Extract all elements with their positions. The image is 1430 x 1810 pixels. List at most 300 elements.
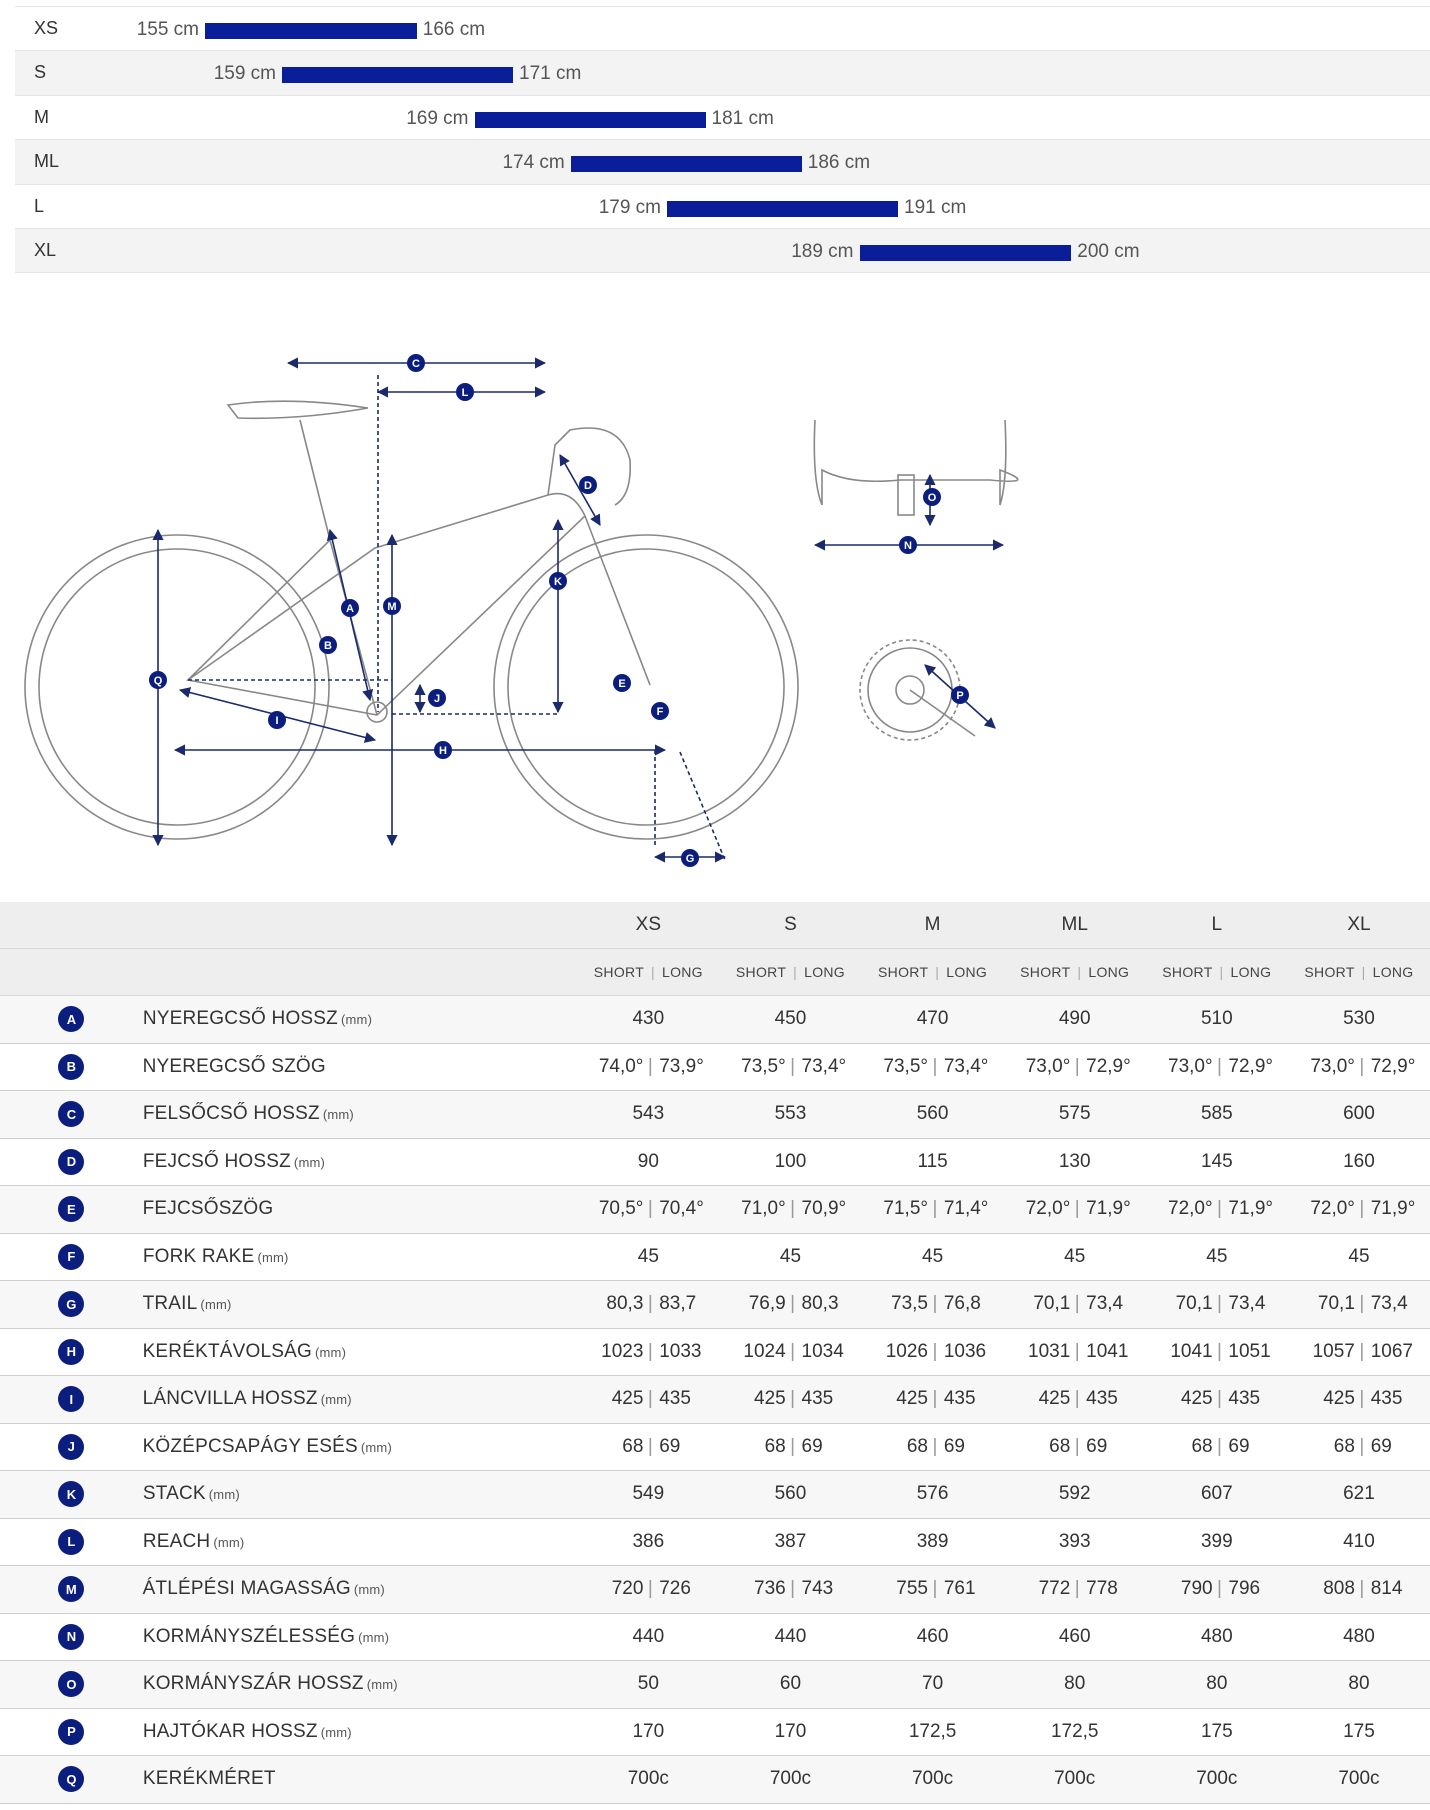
- value-pair-cell: [719, 1436, 861, 1458]
- value-pair-cell: [1003, 1198, 1145, 1220]
- size-row-xs: [15, 6, 1430, 51]
- svg-text:K: K: [554, 576, 562, 588]
- short-value: 73,0°: [1025, 1055, 1071, 1077]
- value-cell: 585: [1200, 1103, 1233, 1125]
- diagram-badge-n: [899, 536, 917, 554]
- diagram-badge-b: [319, 636, 337, 654]
- short-value: 72,0°: [1310, 1198, 1355, 1220]
- value-cell: 50: [637, 1673, 659, 1695]
- value-cell: 172,5: [908, 1720, 957, 1742]
- long-value: 72,9°: [1228, 1055, 1273, 1077]
- short-value: 1057: [1312, 1340, 1355, 1362]
- svg-text:I: I: [275, 715, 279, 727]
- table-row: [0, 1709, 1430, 1757]
- short-value: 1023: [601, 1340, 644, 1362]
- size-label: L: [34, 195, 45, 216]
- svg-text:F: F: [656, 706, 664, 718]
- measurement-name: FELSŐCSŐ HOSSZ: [142, 1103, 320, 1125]
- long-value: 71,4°: [943, 1198, 989, 1220]
- value-pair-cell: [861, 1198, 1003, 1220]
- measurement-unit: (mm): [208, 1487, 240, 1503]
- long-value: 435: [1228, 1388, 1261, 1410]
- diagram-badge-q: [149, 671, 167, 689]
- size-label: XL: [34, 239, 57, 260]
- value-pair-cell: [719, 1198, 861, 1220]
- measurement-unit: (mm): [213, 1534, 245, 1550]
- value-cell: 576: [916, 1483, 949, 1505]
- value-pair-cell: [719, 1056, 861, 1078]
- value-cell: 700c: [769, 1768, 812, 1790]
- size-max-height: 191 cm: [904, 196, 967, 218]
- long-value: 796: [1228, 1578, 1261, 1600]
- diagram-badge-m: [383, 597, 401, 615]
- measurement-name: NYEREGCSŐ HOSSZ: [142, 1008, 338, 1030]
- measurement-letter-badge: M: [58, 1576, 84, 1602]
- measurement-name: ÁTLÉPÉSI MAGASSÁG: [142, 1578, 351, 1600]
- size-max-height: 200 cm: [1077, 240, 1140, 262]
- separator: |: [1359, 1293, 1365, 1315]
- separator: |: [1074, 1293, 1080, 1315]
- separator: |: [1359, 1055, 1365, 1077]
- value-pair-cell: [576, 1578, 718, 1600]
- long-value: 70,9°: [801, 1198, 847, 1220]
- long-value: 1051: [1228, 1340, 1271, 1362]
- separator: |: [647, 1388, 653, 1410]
- short-value: 80,3: [606, 1293, 644, 1315]
- long-value: 73,4: [1086, 1293, 1124, 1315]
- short-long-header: [1004, 949, 1146, 995]
- long-value: 435: [801, 1388, 834, 1410]
- long-label: LONG: [946, 964, 988, 980]
- long-value: 1036: [943, 1340, 987, 1362]
- handlebar-front-view: [814, 420, 1017, 515]
- value-pair-cell: [1145, 1436, 1287, 1458]
- measurement-name: KERÉKMÉRET: [142, 1768, 276, 1790]
- size-range-bar: [205, 23, 417, 39]
- value-cell: 560: [774, 1483, 807, 1505]
- size-min-height: 169 cm: [406, 107, 469, 129]
- value-pair-cell: [861, 1293, 1003, 1315]
- size-min-height: 179 cm: [598, 196, 661, 218]
- value-cell: 175: [1343, 1720, 1375, 1742]
- size-min-height: 174 cm: [502, 152, 565, 174]
- long-value: 80,3: [801, 1293, 839, 1315]
- value-cell: 700c: [1338, 1768, 1380, 1790]
- short-value: 73,5°: [741, 1055, 786, 1077]
- value-pair-cell: [1003, 1578, 1145, 1600]
- separator: |: [932, 1340, 938, 1362]
- measurement-letter-badge: C: [58, 1101, 84, 1127]
- value-pair-cell: [1003, 1293, 1145, 1315]
- long-value: 72,9°: [1086, 1055, 1131, 1077]
- size-label: ML: [34, 151, 60, 172]
- table-row: [0, 1139, 1430, 1187]
- separator: |: [1074, 1435, 1080, 1457]
- separator: |: [1217, 1198, 1222, 1220]
- short-value: 71,0°: [741, 1198, 786, 1220]
- separator: |: [790, 1198, 796, 1220]
- size-row-xl: [15, 229, 1430, 273]
- value-pair-cell: [1003, 1436, 1145, 1458]
- value-pair-cell: [1288, 1056, 1430, 1078]
- size-column-header: S: [784, 914, 797, 935]
- short-value: 68: [1191, 1435, 1213, 1457]
- value-pair-cell: [576, 1436, 718, 1458]
- separator: |: [932, 1293, 938, 1315]
- value-cell: 115: [917, 1150, 948, 1172]
- measurement-letter-badge: E: [58, 1196, 84, 1222]
- size-range-bar: [860, 245, 1072, 261]
- value-cell: 160: [1343, 1150, 1375, 1172]
- value-pair-cell: [1288, 1293, 1430, 1315]
- measurement-letter-badge: I: [58, 1386, 84, 1412]
- long-value: 69: [801, 1435, 823, 1457]
- table-row: [0, 1614, 1430, 1662]
- value-cell: 510: [1200, 1008, 1233, 1030]
- value-pair-cell: [719, 1293, 861, 1315]
- long-value: 73,4°: [943, 1055, 989, 1077]
- size-min-height: 155 cm: [136, 19, 199, 40]
- value-cell: 592: [1058, 1483, 1091, 1505]
- size-range-bar: [571, 156, 802, 172]
- long-value: 71,9°: [1228, 1198, 1273, 1220]
- value-cell: 430: [632, 1008, 665, 1030]
- bike-outline: [25, 401, 798, 839]
- long-value: 743: [801, 1578, 834, 1600]
- diagram-badge-c: [407, 354, 425, 372]
- long-value: 69: [1228, 1435, 1250, 1457]
- table-row: [0, 1471, 1430, 1519]
- measurement-letter-badge: F: [58, 1244, 84, 1270]
- value-pair-cell: [861, 1436, 1003, 1458]
- size-column-header: L: [1211, 914, 1223, 935]
- separator: |: [793, 964, 798, 980]
- value-cell: 607: [1200, 1483, 1233, 1505]
- diagram-badge-h: [434, 741, 452, 759]
- value-cell: 170: [632, 1720, 665, 1742]
- separator: |: [1217, 1055, 1222, 1077]
- svg-text:J: J: [433, 693, 441, 705]
- measurement-letter-badge: K: [58, 1481, 84, 1507]
- measurement-letter-badge: Q: [58, 1766, 84, 1792]
- value-cell: 80: [1348, 1673, 1370, 1695]
- long-value: 1067: [1370, 1340, 1413, 1362]
- long-value: 435: [943, 1388, 976, 1410]
- size-column-header: M: [924, 914, 941, 935]
- value-cell: 45: [637, 1245, 659, 1267]
- diagram-badge-g: [681, 849, 699, 867]
- separator: |: [1074, 1198, 1080, 1220]
- value-cell: 386: [632, 1530, 665, 1552]
- long-label: LONG: [1088, 964, 1130, 980]
- value-cell: 470: [916, 1008, 949, 1030]
- size-header-row: [0, 902, 1430, 949]
- value-cell: 393: [1058, 1530, 1091, 1552]
- svg-text:P: P: [956, 690, 964, 702]
- measurement-name: HAJTÓKAR HOSSZ: [142, 1720, 318, 1742]
- diagram-badge-o: [923, 488, 941, 506]
- separator: |: [932, 1055, 938, 1077]
- value-cell: 45: [1206, 1245, 1228, 1267]
- measurement-letter-badge: G: [58, 1291, 84, 1317]
- value-pair-cell: [1145, 1388, 1287, 1410]
- value-cell: 480: [1200, 1625, 1233, 1647]
- measurement-name: KERÉKTÁVOLSÁG: [142, 1340, 312, 1362]
- size-max-height: 186 cm: [807, 152, 871, 174]
- short-value: 790: [1180, 1578, 1213, 1600]
- svg-text:A: A: [346, 603, 354, 615]
- value-cell: 399: [1200, 1530, 1233, 1552]
- separator: |: [1074, 1578, 1080, 1600]
- size-row-l: [15, 185, 1430, 229]
- short-value: 68: [1049, 1435, 1071, 1457]
- measurement-name: KÖZÉPCSAPÁGY ESÉS: [142, 1435, 358, 1457]
- separator: |: [1361, 964, 1366, 980]
- separator: |: [790, 1340, 796, 1362]
- value-cell: 575: [1058, 1103, 1091, 1125]
- short-long-header: [862, 949, 1004, 995]
- short-value: 808: [1323, 1578, 1355, 1600]
- value-pair-cell: [1145, 1293, 1287, 1315]
- value-pair-cell: [861, 1388, 1003, 1410]
- diagram-badge-a: [341, 599, 359, 617]
- table-body: [0, 996, 1430, 1804]
- separator: |: [790, 1435, 796, 1457]
- separator: |: [790, 1055, 796, 1077]
- size-max-height: 181 cm: [711, 107, 774, 129]
- long-value: 73,4: [1228, 1293, 1266, 1315]
- value-pair-cell: [1288, 1388, 1430, 1410]
- measurement-unit: (mm): [257, 1249, 289, 1265]
- short-label: SHORT: [735, 964, 787, 980]
- measurement-letter-badge: L: [58, 1529, 84, 1555]
- separator: |: [932, 1388, 938, 1410]
- short-value: 72,0°: [1168, 1198, 1213, 1220]
- value-cell: 60: [779, 1673, 802, 1695]
- separator: |: [1217, 1388, 1222, 1410]
- table-row: [0, 1661, 1430, 1709]
- measurement-unit: (mm): [200, 1297, 232, 1313]
- measurement-name: LÁNCVILLA HOSSZ: [142, 1388, 318, 1410]
- short-value: 72,0°: [1025, 1198, 1071, 1220]
- size-max-height: 171 cm: [519, 63, 582, 85]
- short-value: 70,1: [1175, 1293, 1213, 1315]
- separator: |: [1217, 1578, 1222, 1600]
- svg-text:N: N: [904, 540, 912, 552]
- value-cell: 530: [1343, 1008, 1375, 1030]
- value-pair-cell: [719, 1578, 861, 1600]
- short-label: SHORT: [593, 964, 645, 980]
- value-cell: 90: [637, 1150, 659, 1172]
- short-value: 71,5°: [883, 1198, 928, 1220]
- separator: |: [647, 1435, 653, 1457]
- measurement-name: FORK RAKE: [142, 1245, 255, 1267]
- size-label: S: [34, 62, 47, 83]
- svg-text:Q: Q: [153, 675, 163, 687]
- value-pair-cell: [1003, 1056, 1145, 1078]
- measurement-name: KORMÁNYSZÁR HOSSZ: [142, 1673, 364, 1695]
- value-pair-cell: [719, 1341, 861, 1363]
- value-cell: 410: [1343, 1530, 1375, 1552]
- long-value: 435: [659, 1388, 691, 1410]
- measurement-name: STACK: [142, 1483, 206, 1505]
- svg-text:E: E: [618, 678, 626, 690]
- measurement-name: TRAIL: [142, 1293, 198, 1315]
- short-value: 1041: [1170, 1340, 1213, 1362]
- size-row-s: [15, 51, 1430, 95]
- long-value: 72,9°: [1370, 1055, 1416, 1077]
- separator: |: [1217, 1293, 1222, 1315]
- long-label: LONG: [661, 964, 703, 980]
- measurement-name: FEJCSŐSZÖG: [142, 1198, 274, 1220]
- short-label: SHORT: [878, 964, 929, 980]
- short-value: 1024: [743, 1340, 786, 1362]
- measurement-unit: (mm): [320, 1724, 352, 1740]
- value-cell: 45: [1348, 1245, 1370, 1267]
- size-range-bar: [282, 67, 513, 83]
- measurement-letter-badge: O: [58, 1671, 84, 1697]
- measurement-name: REACH: [142, 1530, 211, 1552]
- separator: |: [1219, 964, 1224, 980]
- long-value: 73,4: [1370, 1293, 1408, 1315]
- size-range-bar: [475, 112, 706, 128]
- short-long-header-row: [0, 949, 1430, 996]
- size-label: M: [34, 106, 49, 127]
- value-cell: 700c: [911, 1768, 954, 1790]
- diagram-badge-i: [268, 711, 286, 729]
- value-cell: 145: [1200, 1150, 1233, 1172]
- long-value: 726: [659, 1578, 691, 1600]
- separator: |: [1074, 1388, 1080, 1410]
- long-value: 69: [1086, 1435, 1108, 1457]
- value-cell: 80: [1064, 1673, 1086, 1695]
- short-value: 736: [754, 1578, 786, 1600]
- short-value: 425: [1038, 1388, 1071, 1410]
- diagram-badge-l: [456, 383, 474, 401]
- long-value: 1034: [801, 1340, 844, 1362]
- long-value: 73,9°: [659, 1055, 704, 1077]
- short-value: 720: [611, 1578, 644, 1600]
- long-label: LONG: [804, 964, 845, 980]
- separator: |: [1359, 1340, 1365, 1362]
- measurement-name: FEJCSŐ HOSSZ: [142, 1150, 291, 1172]
- size-column-header: ML: [1061, 914, 1088, 935]
- table-row: [0, 1566, 1430, 1614]
- short-value: 73,5°: [883, 1055, 928, 1077]
- measurement-letter-badge: A: [58, 1006, 84, 1032]
- short-value: 425: [1180, 1388, 1213, 1410]
- size-max-height: 166 cm: [422, 19, 486, 40]
- value-cell: 440: [774, 1625, 807, 1647]
- value-pair-cell: [576, 1198, 718, 1220]
- value-cell: 45: [1064, 1245, 1086, 1267]
- value-cell: 543: [632, 1103, 665, 1125]
- short-value: 73,0°: [1310, 1055, 1355, 1077]
- short-label: SHORT: [1162, 964, 1213, 980]
- short-value: 73,5: [891, 1293, 928, 1315]
- separator: |: [1359, 1388, 1365, 1410]
- table-row: [0, 1234, 1430, 1282]
- table-row: [0, 1329, 1430, 1377]
- size-min-height: 159 cm: [213, 63, 276, 85]
- short-value: 70,1: [1033, 1293, 1071, 1315]
- value-cell: 460: [1058, 1625, 1091, 1647]
- short-value: 425: [611, 1388, 644, 1410]
- size-row-ml: [15, 140, 1430, 184]
- table-row: [0, 996, 1430, 1044]
- value-cell: 553: [774, 1103, 807, 1125]
- value-cell: 100: [774, 1150, 807, 1172]
- long-value: 71,9°: [1086, 1198, 1131, 1220]
- value-pair-cell: [1288, 1341, 1430, 1363]
- svg-text:D: D: [584, 480, 592, 492]
- measurement-letter-badge: P: [58, 1719, 84, 1745]
- separator: |: [1217, 1435, 1222, 1457]
- short-value: 73,0°: [1168, 1055, 1213, 1077]
- short-value: 68: [764, 1435, 786, 1457]
- short-value: 425: [896, 1388, 928, 1410]
- value-pair-cell: [576, 1341, 718, 1363]
- short-value: 70,1: [1317, 1293, 1355, 1315]
- value-cell: 621: [1343, 1483, 1375, 1505]
- value-pair-cell: [1003, 1341, 1145, 1363]
- value-cell: 389: [916, 1530, 949, 1552]
- value-cell: 175: [1200, 1720, 1233, 1742]
- separator: |: [647, 1578, 653, 1600]
- size-range-bar: [667, 201, 898, 217]
- separator: |: [932, 1435, 938, 1457]
- value-cell: 600: [1343, 1103, 1375, 1125]
- separator: |: [1359, 1198, 1365, 1220]
- separator: |: [790, 1293, 796, 1315]
- measurement-letter-badge: B: [58, 1054, 84, 1080]
- separator: |: [1359, 1578, 1365, 1600]
- long-value: 73,4°: [801, 1055, 847, 1077]
- svg-text:O: O: [927, 492, 937, 504]
- table-row: [0, 1281, 1430, 1329]
- svg-text:M: M: [387, 601, 397, 613]
- separator: |: [647, 1340, 653, 1362]
- value-pair-cell: [576, 1388, 718, 1410]
- value-cell: 45: [779, 1245, 802, 1267]
- diagram-badge-f: [651, 702, 669, 720]
- short-value: 772: [1038, 1578, 1071, 1600]
- table-row: [0, 1186, 1430, 1234]
- long-value: 69: [1370, 1435, 1392, 1457]
- value-cell: 460: [916, 1625, 949, 1647]
- long-value: 1033: [659, 1340, 702, 1362]
- long-value: 1041: [1086, 1340, 1129, 1362]
- long-value: 83,7: [659, 1293, 697, 1315]
- short-value: 68: [906, 1435, 928, 1457]
- separator: |: [647, 1293, 653, 1315]
- long-value: 69: [943, 1435, 965, 1457]
- short-long-header: [1288, 949, 1430, 995]
- measurement-unit: (mm): [366, 1677, 398, 1693]
- short-long-header: [577, 949, 719, 995]
- size-column-header: XL: [1347, 914, 1371, 935]
- bike-geometry-diagram: [0, 330, 1430, 890]
- long-value: 71,9°: [1370, 1198, 1416, 1220]
- table-row: [0, 1756, 1430, 1804]
- diagram-badge-p: [951, 686, 969, 704]
- value-pair-cell: [719, 1388, 861, 1410]
- value-pair-cell: [1145, 1578, 1287, 1600]
- measurement-unit: (mm): [358, 1629, 390, 1645]
- separator: |: [932, 1578, 938, 1600]
- measurement-unit: (mm): [322, 1107, 354, 1123]
- value-cell: 700c: [627, 1768, 669, 1790]
